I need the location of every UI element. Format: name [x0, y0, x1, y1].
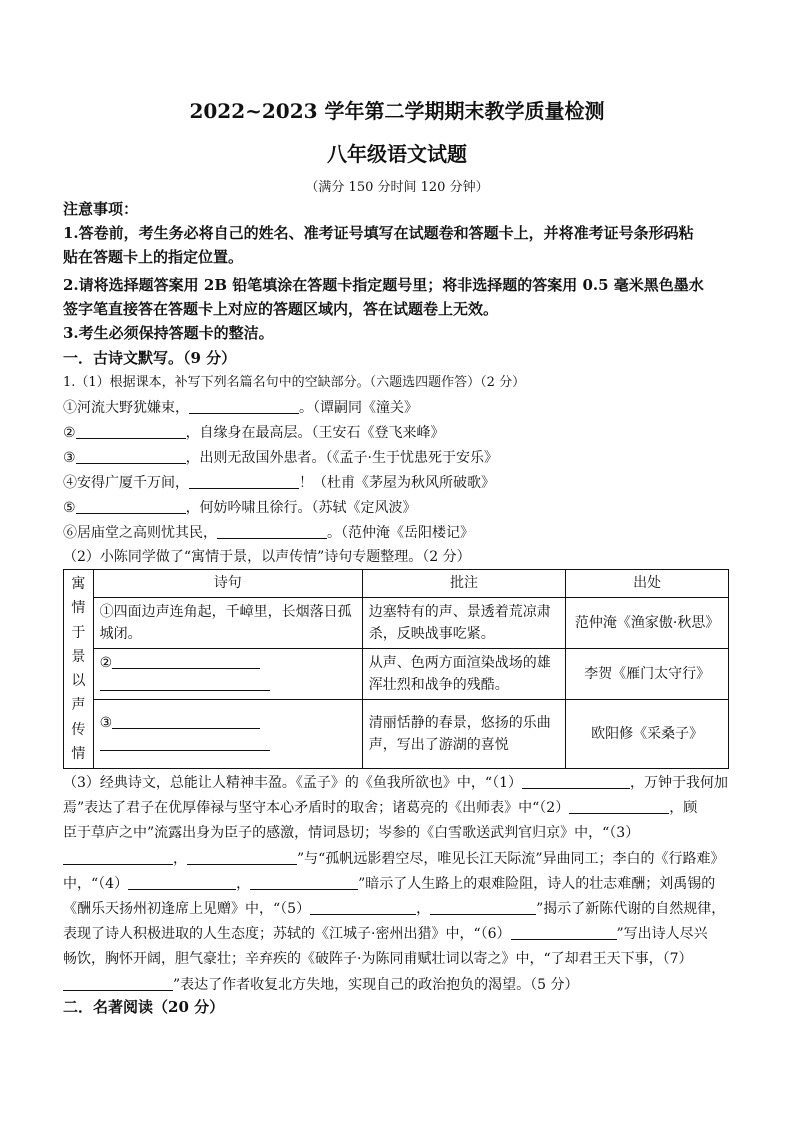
answer-blank[interactable] — [76, 423, 186, 439]
poem-table — [63, 569, 729, 769]
answer-blank[interactable] — [250, 874, 358, 890]
recite-item-suffix: 。（范仲淹《岳阳楼记》 — [327, 525, 474, 541]
poem-index: ② — [99, 654, 113, 671]
recite-item-suffix: 。（谭嗣同《潼关》 — [299, 400, 418, 416]
recite-item-prefix: ③ — [63, 450, 76, 466]
notice-heading: 注意事项： — [63, 200, 139, 218]
answer-blank[interactable] — [217, 523, 327, 539]
table-row — [64, 597, 729, 648]
recite-item-suffix: ，自缘身在最高层。（王安石《登飞来峰》 — [185, 425, 445, 441]
side-char: 声 — [71, 697, 86, 714]
side-char: 情 — [71, 746, 86, 763]
answer-blank[interactable] — [63, 849, 173, 865]
answer-blank[interactable] — [76, 498, 186, 514]
note-cell: 边塞特有的声、景透着荒凉肃杀，反映战事吃紧。 — [362, 597, 566, 648]
table-row — [64, 699, 729, 769]
notice-item-2b: 签字笔直接答在答题卡上对应的答题区域内，答在试题卷上无效。 — [63, 300, 499, 318]
recite-item-prefix: ⑥居庙堂之高则忧其民， — [63, 525, 217, 541]
answer-blank[interactable] — [76, 448, 186, 464]
q3-text: ， — [416, 901, 431, 918]
q3-text: ”揭示了新陈代谢的自然规律， — [536, 901, 726, 918]
recite-item-suffix: ，出则无敌国外患者。（《孟子·生于忧患死于安乐》 — [185, 450, 499, 466]
answer-blank[interactable] — [100, 735, 270, 751]
section1-heading: 一．古诗文默写。（9 分） — [63, 349, 237, 367]
answer-blank[interactable] — [511, 924, 617, 940]
poem-index: ③ — [99, 715, 113, 732]
exam-score-time: （满分 150 分时间 120 分钟） — [305, 180, 489, 195]
recite-item-prefix: ①河流大野犹嫌束， — [63, 400, 189, 416]
source-cell: 李贺《雁门太守行》 — [566, 648, 729, 699]
source-cell: 范仲淹《渔家傲·秋思》 — [566, 597, 729, 648]
side-char: 以 — [71, 673, 86, 690]
notice-item-1b: 贴在答题卡上的指定位置。 — [63, 248, 244, 266]
recite-item-3 — [63, 447, 731, 469]
poem-cell — [93, 699, 362, 769]
column-header: 出处 — [566, 570, 729, 598]
source-cell: 欧阳修《采桑子》 — [566, 699, 729, 769]
note-cell: 从声、色两方面渲染战场的雄浑壮烈和战争的残酷。 — [362, 648, 566, 699]
q3-text: ”表达了作者收复北方失地，实现自己的政治抱负的渴望。（5 分） — [173, 976, 579, 993]
poem-cell: ①四面边声连角起，千嶂里，长烟落日孤城闭。 — [93, 597, 362, 648]
recite-item-6 — [63, 522, 731, 544]
recite-item-4 — [63, 472, 731, 494]
notice-item-2a: 2.请将选择题答案用 2B 铅笔填涂在答题卡指定题号里；将非选择题的答案用 0.5 毫米黑色墨水 — [63, 276, 704, 294]
recite-item-suffix: ！（杜甫《茅屋为秋风所破歌》 — [299, 475, 495, 491]
section2-heading: 二．名著阅读（20 分） — [63, 998, 225, 1016]
q1-intro: 1.（1）根据课本，补写下列名篇名句中的空缺部分。（六题选四题作答）（2 分） — [63, 375, 526, 390]
side-char: 景 — [71, 648, 86, 665]
q3-text: ”与“孤帆远影碧空尽，唯见长江天际流”异曲同工；李白的《行路难》 — [297, 850, 725, 867]
answer-blank[interactable] — [63, 975, 173, 991]
answer-blank[interactable] — [430, 899, 536, 915]
q3-text: 《酬乐天扬州初逢席上见赠》中，“（5） — [63, 901, 311, 918]
side-char: 于 — [71, 624, 86, 641]
recite-item-suffix: ，何妨吟啸且徐行。（苏轼《定风波》 — [185, 500, 417, 516]
answer-blank[interactable] — [128, 874, 236, 890]
side-label — [64, 570, 94, 769]
answer-blank[interactable] — [112, 713, 260, 729]
q2-intro: （2）小陈同学做了“寓情于景，以声传情”诗句专题整理。（2 分） — [63, 549, 471, 565]
note-cell: 清丽恬静的春景，悠扬的乐曲声，写出了游湖的喜悦 — [362, 699, 566, 769]
q3-text: ”写出诗人尽兴 — [616, 926, 708, 943]
side-char: 传 — [71, 721, 86, 738]
answer-blank[interactable] — [189, 473, 299, 489]
recite-item-prefix: ② — [63, 425, 76, 441]
column-header: 批注 — [362, 570, 566, 598]
q3-text: （3）经典诗文，总能让人精神丰盈。《孟子》的《鱼我所欲也》中，“（1） — [63, 775, 522, 791]
recite-item-5 — [63, 497, 731, 519]
notice-item-1a: 1.答卷前，考生务必将自己的姓名、准考证号填写在试题卷和答题卡上，并将准考证号条形码粘 — [63, 224, 694, 242]
column-header: 诗句 — [93, 570, 362, 598]
q3-text: ，万钟于我何加 — [629, 775, 728, 791]
poem-cell — [93, 648, 362, 699]
q3-paragraph — [63, 771, 733, 998]
answer-blank[interactable] — [100, 675, 270, 691]
q3-text: 中，“（4） — [63, 875, 129, 892]
table-row — [64, 648, 729, 699]
answer-blank[interactable] — [112, 653, 260, 669]
recite-item-2 — [63, 422, 731, 444]
recite-item-1 — [63, 397, 731, 419]
exam-subtitle: 八年级语文试题 — [327, 142, 467, 166]
q3-text: ”暗示了人生路上的艰难险阻，诗人的壮志难酬；刘禹锡的 — [358, 875, 716, 892]
q3-text: ，顾 — [669, 800, 698, 817]
answer-blank[interactable] — [522, 773, 630, 789]
q3-text: 臣于草庐之中”流露出身为臣子的感激，情词恳切；岑参的《白雪歌送武判官归京》中，“（3） — [63, 825, 640, 842]
side-char: 寓 — [71, 576, 86, 592]
recite-item-prefix: ④安得广厦千万间， — [63, 475, 189, 491]
exam-title: 2022~2023 学年第二学期期末教学质量检测 — [189, 99, 605, 123]
q3-text: 畅饮，胸怀开阔，胆气豪壮；辛弃疾的《破阵子·为陈同甫赋壮词以寄之》中，“了却君王天下事，（7） — [63, 951, 693, 968]
q3-text: ， — [236, 875, 251, 892]
answer-blank[interactable] — [189, 398, 299, 414]
side-char: 情 — [71, 600, 86, 617]
answer-blank[interactable] — [310, 899, 416, 915]
q3-text: ， — [173, 850, 187, 867]
answer-blank[interactable] — [569, 798, 669, 814]
q3-text: 焉”表达了君子在优厚俸禄与坚守本心矛盾时的取舍；诸葛亮的《出师表》中“（2） — [63, 800, 570, 817]
notice-item-3: 3.考生必须保持答题卡的整洁。 — [63, 324, 274, 342]
answer-blank[interactable] — [187, 849, 297, 865]
q3-text: 表现了诗人积极进取的人生态度；苏轼的《江城子·密州出猎》中，“（6） — [63, 926, 511, 943]
recite-item-prefix: ⑤ — [63, 500, 76, 516]
